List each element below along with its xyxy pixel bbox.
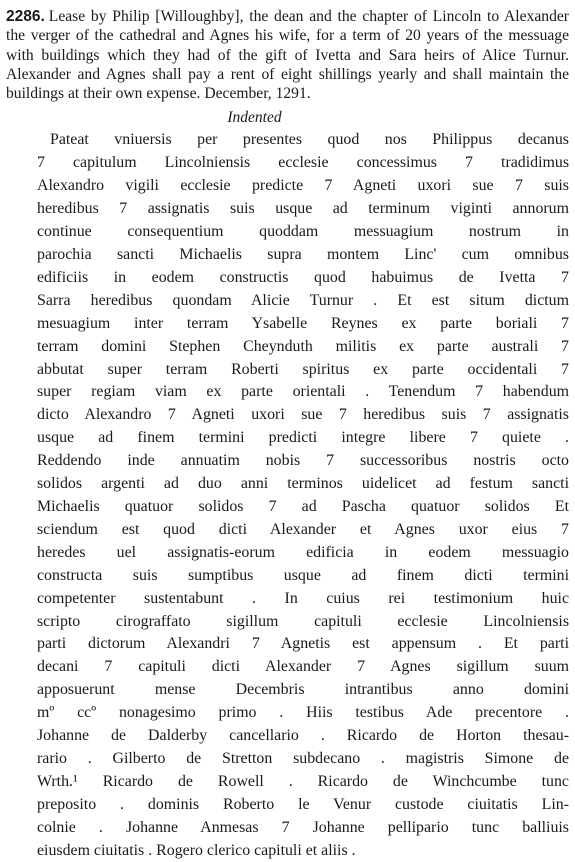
charter-line: parochia sancti Michaelis supra montem Linc' cum omnibus xyxy=(37,246,569,264)
charter-line: solidos argenti ad duo anni terminos uidelicet ad festum sancti xyxy=(37,475,569,493)
charter-line: dicto Alexandro 7 Agneti uxori sue 7 heredibus suis 7 assignatis xyxy=(37,406,569,424)
charter-line: constructa suis sumptibus usque ad finem dicti termini xyxy=(37,566,569,584)
entry-number: 2286. xyxy=(6,8,45,25)
charter-line: colnie . Johanne Anmesas 7 Johanne pellipario tunc balliuis xyxy=(37,818,569,836)
charter-line: super regiam viam ex parte orientali . Tenendum 7 habendum xyxy=(37,383,569,401)
charter-line: Johanne de Dalderby cancellario . Ricardo de Horton thesau- xyxy=(37,727,569,745)
charter-line: continue consequentium quoddam messuagium nostrum in xyxy=(37,223,569,241)
charter-line: rario . Gilberto de Stretton subdecano . magistris Simone de xyxy=(37,749,569,767)
entry-summary-text: Lease by Philip [Willoughby], the dean and the chapter of Lincoln to Alexander the verger of the cathedral and Agnes his wife, for a term of 20 years of the messuage with buildings which they had of the gift of Ivetta and Sara heirs of Alice Turnur. Alexander and Agnes shall pay a rent of eight shillings yearly and shall maintain the buildings at their own expense. December, 1291. xyxy=(6,8,569,103)
charter-line: parti dictorum Alexandri 7 Agnetis est appensum . Et parti xyxy=(37,635,569,653)
charter-line: scripto cirograffato sigillum capituli ecclesie Lincolniensis xyxy=(37,612,569,630)
charter-line: apposuerunt mense Decembris intrantibus anno domini xyxy=(37,681,569,699)
charter-line: preposito . dominis Roberto le Venur custode ciuitatis Lin- xyxy=(37,795,569,813)
charter-line: Wrth.¹ Ricardo de Rowell . Ricardo de Winchcumbe tunc xyxy=(37,772,569,790)
charter-line: mesuagium inter terram Ysabelle Reynes ex parte boriali 7 xyxy=(37,314,569,332)
charter-line: Alexandro vigili ecclesie predicte 7 Agneti uxori sue 7 suis xyxy=(37,177,569,195)
charter-line: decani 7 capituli dicti Alexander 7 Agnes sigillum suum xyxy=(37,658,569,676)
charter-line: heredibus 7 assignatis suis usque ad terminum viginti annorum xyxy=(37,200,569,218)
charter-line: edificiis in eodem constructis quod habuimus de Ivetta 7 xyxy=(37,268,569,286)
charter-line: Sarra heredibus quondam Alicie Turnur . Et est situm dictum xyxy=(37,291,569,309)
charter-line: heredes uel assignatis-eorum edificia in eodem messuagio xyxy=(37,543,569,561)
charter-line: sciendum est quod dicti Alexander et Agnes uxor eius 7 xyxy=(37,520,569,538)
charter-text xyxy=(6,129,569,862)
charter-line: Michaelis quatuor solidos 7 ad Pascha quatuor solidos Et xyxy=(37,497,569,515)
charter-line: 7 capitulum Lincolniensis ecclesie concessimus 7 tradidimus xyxy=(37,154,569,172)
charter-line: Pateat vniuersis per presentes quod nos Philippus decanus xyxy=(50,131,569,149)
charter-line: abbutat super terram Roberti spiritus ex parte occidentali 7 xyxy=(37,360,569,378)
entry-summary xyxy=(6,7,569,103)
charter-line: mº ccº nonagesimo primo . Hiis testibus Ade precentore . xyxy=(37,704,569,722)
charter-line: Reddendo inde annuatim nobis 7 successoribus nostris octo xyxy=(37,452,569,470)
charter-line: eiusdem ciuitatis . Rogero clerico capituli et aliis . xyxy=(37,841,356,859)
indented-label: Indented xyxy=(227,109,282,127)
charter-line: competenter sustentabunt . In cuius rei testimonium huic xyxy=(37,589,569,607)
charter-line: usque ad finem termini predicti integre libere 7 quiete . xyxy=(37,429,569,447)
charter-line: terram domini Stephen Cheynduth militis ex parte australi 7 xyxy=(37,337,569,355)
